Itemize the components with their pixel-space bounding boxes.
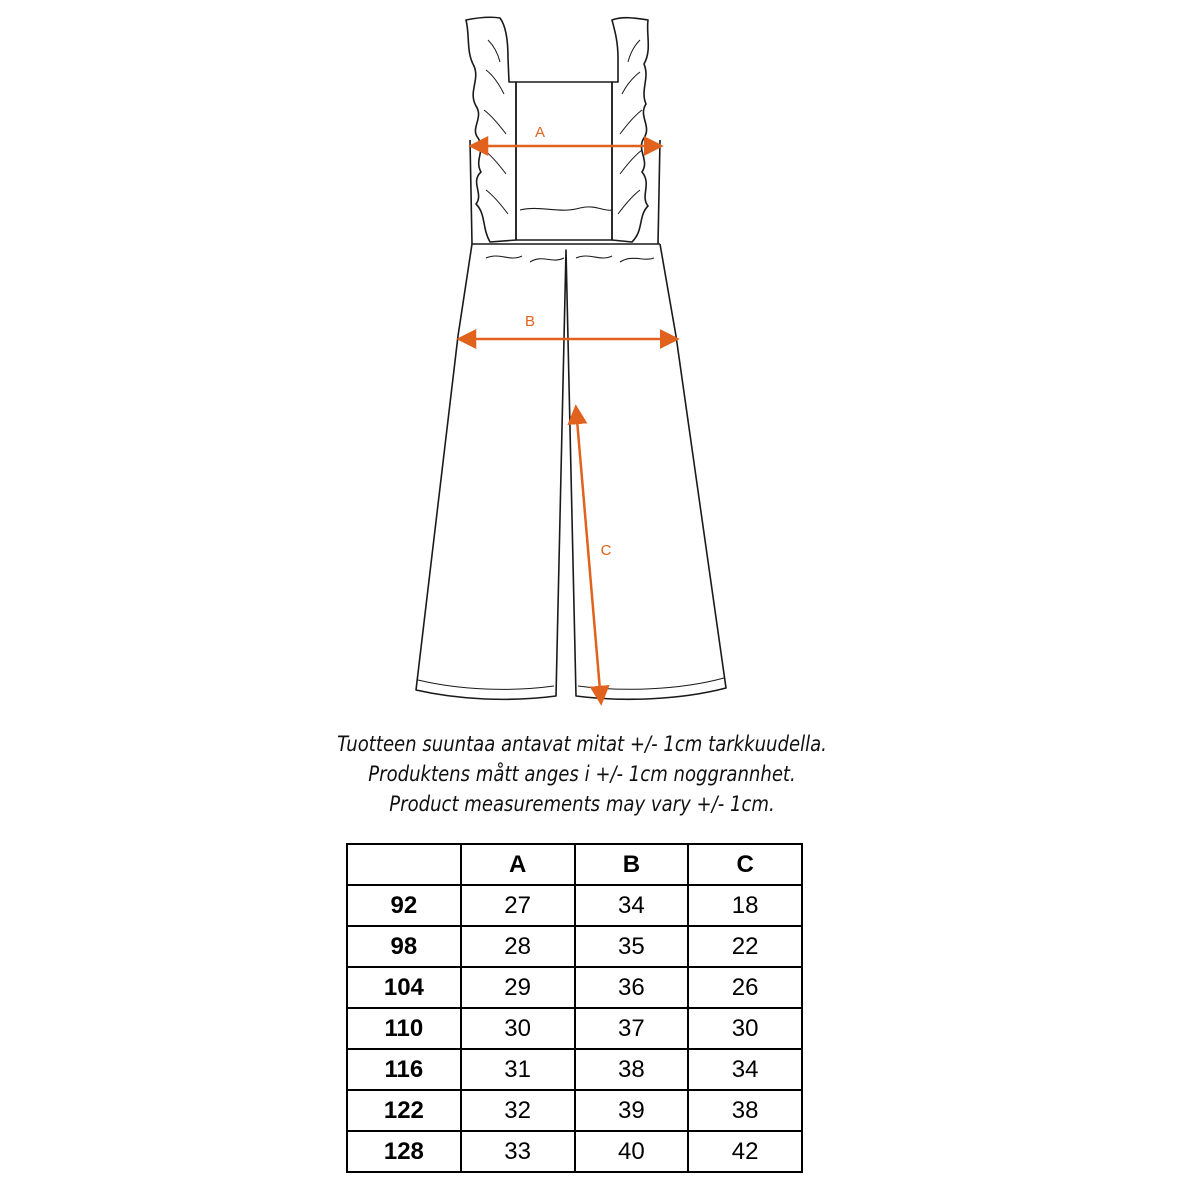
table-row	[347, 885, 802, 926]
value-cell-a: 27	[461, 885, 575, 926]
value-cell-b: 38	[575, 1049, 689, 1090]
size-cell: 110	[347, 1008, 461, 1049]
left-strap	[466, 17, 516, 242]
hem-stitch	[418, 678, 724, 689]
size-cell: 116	[347, 1049, 461, 1090]
measure-b-label: B	[524, 313, 536, 330]
table-row	[347, 1049, 802, 1090]
size-cell: 128	[347, 1131, 461, 1172]
value-cell-b: 39	[575, 1090, 689, 1131]
value-cell-a: 33	[461, 1131, 575, 1172]
note-english: Product measurements may vary +/- 1cm.	[389, 792, 775, 816]
bodice-left-side	[470, 140, 472, 244]
size-cell: 122	[347, 1090, 461, 1131]
value-cell-a: 29	[461, 967, 575, 1008]
value-cell-a: 30	[461, 1008, 575, 1049]
note-swedish: Produktens mått anges i +/- 1cm noggrannhet.	[368, 762, 796, 786]
value-cell-c: 42	[688, 1131, 802, 1172]
header-b: B	[575, 844, 689, 885]
trousers-outline	[416, 244, 726, 699]
size-cell: 98	[347, 926, 461, 967]
measure-a-label: A	[534, 124, 546, 141]
table-row	[347, 926, 802, 967]
measure-c-arrow	[576, 408, 601, 702]
measurement-notes	[0, 729, 1164, 819]
size-cell: 104	[347, 967, 461, 1008]
waist-gathers	[486, 207, 654, 262]
value-cell-a: 32	[461, 1090, 575, 1131]
value-cell-c: 34	[688, 1049, 802, 1090]
value-cell-b: 34	[575, 885, 689, 926]
value-cell-b: 36	[575, 967, 689, 1008]
value-cell-c: 18	[688, 885, 802, 926]
value-cell-b: 35	[575, 926, 689, 967]
bib	[516, 82, 612, 240]
measure-c	[576, 408, 612, 702]
table-row	[347, 1090, 802, 1131]
value-cell-c: 30	[688, 1008, 802, 1049]
value-cell-a: 31	[461, 1049, 575, 1090]
header-a: A	[461, 844, 575, 885]
bodice-right-side	[658, 140, 660, 244]
header-size	[347, 844, 461, 885]
value-cell-c: 38	[688, 1090, 802, 1131]
table-row	[347, 967, 802, 1008]
value-cell-b: 40	[575, 1131, 689, 1172]
table-header-row	[347, 844, 802, 885]
value-cell-c: 26	[688, 967, 802, 1008]
value-cell-b: 37	[575, 1008, 689, 1049]
right-strap	[612, 18, 648, 242]
size-table	[346, 843, 803, 1173]
garment-outline	[416, 17, 726, 699]
value-cell-c: 22	[688, 926, 802, 967]
note-finnish: Tuotteen suuntaa antavat mitat +/- 1cm tarkkuudella.	[337, 732, 827, 756]
table-row	[347, 1131, 802, 1172]
measure-c-label: C	[600, 542, 612, 559]
header-c: C	[688, 844, 802, 885]
size-cell: 92	[347, 885, 461, 926]
value-cell-a: 28	[461, 926, 575, 967]
table-row	[347, 1008, 802, 1049]
